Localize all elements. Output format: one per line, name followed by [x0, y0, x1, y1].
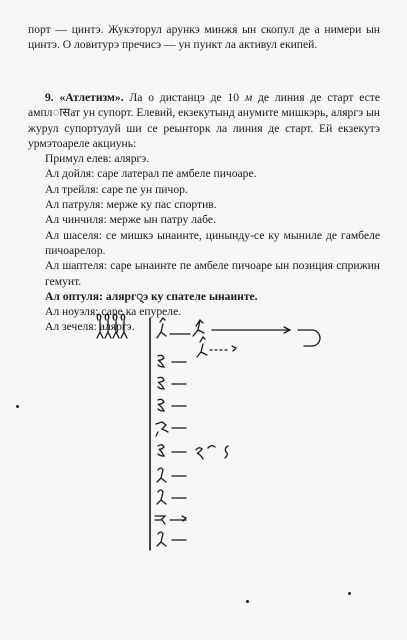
- student-lineup-icon: [97, 314, 127, 338]
- row-hop-icon: [158, 377, 186, 389]
- exercise-intro: [28, 90, 380, 151]
- page-speck: [246, 600, 249, 603]
- step-5: Ал чинчиля: мерже ын патру лабе.: [45, 213, 216, 227]
- exercise-title: «Атлетизм».: [59, 91, 124, 104]
- step-1: Примул елев: аляргэ.: [45, 152, 150, 166]
- row-crawl-icon: [156, 422, 186, 436]
- distance-unit: м: [244, 91, 253, 104]
- step-3: Ал трейля: саре пе ун пичор.: [45, 182, 188, 196]
- exercise-section: [28, 90, 380, 335]
- page-speck: [348, 592, 351, 595]
- row-final-run-icon: [157, 532, 186, 546]
- row-walk-icon: [158, 399, 186, 411]
- page-speck: [16, 405, 19, 408]
- row-side-jump-icon: [158, 355, 186, 367]
- step-8: Ал оптуля: алярг्э ку спателе ынаинте.: [45, 289, 258, 303]
- step-2: Ал дойля: саре латерал пе амбеле пичоаре.: [45, 167, 257, 181]
- step-10: Ал зечеля: аляргэ.: [45, 320, 135, 334]
- exercise-number: 9.: [45, 91, 54, 104]
- row-runner-icon: [157, 318, 320, 357]
- step-7: Ал шаптеля: саре ынаинте пе амбеле пичоаре ын позиция сприжин гемуит.: [45, 259, 380, 288]
- row-ankle-walk-icon: [158, 445, 228, 459]
- row-squat-jump-icon: [157, 468, 186, 482]
- exercise-body-part1: Ла о дистанцэ де 10: [129, 91, 240, 104]
- step-4: Ал патруля: мерже ку пас спортив.: [45, 198, 217, 212]
- row-bunny-hop-icon: [155, 516, 186, 524]
- intro-paragraph: [28, 22, 380, 53]
- row-back-run-icon: [157, 490, 186, 504]
- relay-diagram: [0, 300, 407, 620]
- step-6: Ал шаселя: се мишкэ ынаинте, цинынду-се ку мыниле де гамбеле пичоарелор.: [45, 228, 380, 257]
- step-9: Ал ноуэля: саре ка епуреле.: [45, 305, 182, 319]
- exercise-body-part2: де линия де старт есте амплासат ун супорт. Елевий, екзекутынд анумите мишкэрь, аляргэ ын журул супортулуй ши се реынторк ла линия де старт. Ей екзекутэ урмэтоареле акциунь:: [28, 91, 380, 150]
- intro-text: порт — цинтэ. Жукэторул арункэ минжя ын скопул де а нимери ын цинтэ. О ловитурэ пречисэ — ун пункт ла активул екипей.: [28, 23, 380, 52]
